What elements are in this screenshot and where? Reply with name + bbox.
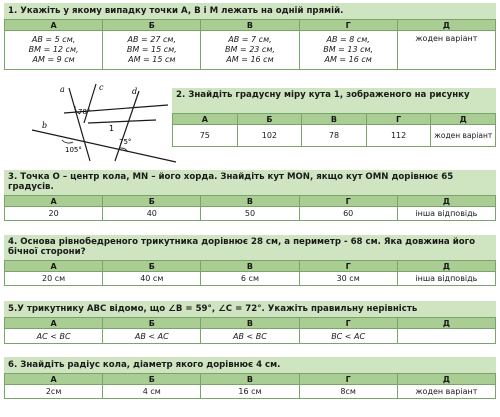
question-5	[4, 301, 496, 344]
q3-option-a[interactable]: 20	[5, 207, 103, 221]
line-c	[84, 84, 96, 123]
q4-option-c[interactable]: 6 см	[201, 272, 299, 286]
q1-option-e[interactable]: жоден варіант	[397, 31, 495, 70]
q2-option-d[interactable]: 112	[366, 125, 431, 147]
q1-option-c[interactable]: AB = 7 см, BM = 23 см, AM = 16 см	[201, 31, 299, 70]
question-4-title: 4. Основа рівнобедреного трикутника дорівнює 28 см, а периметр - 68 см. Яка довжина його бічної сторони?	[4, 235, 496, 260]
q2-header-d: Г	[366, 114, 431, 125]
q5-header-a: А	[5, 318, 103, 329]
label-1: 1	[109, 124, 115, 133]
line-b	[32, 130, 176, 162]
q3-header-e: Д	[397, 196, 495, 207]
q5-header-e: Д	[397, 318, 495, 329]
question-2-title: 2. Знайдіть градусну міру кута 1, зображеного на рисунку	[172, 88, 496, 113]
q2-header-e: Д	[431, 114, 496, 125]
q1-option-b[interactable]: AB = 27 см, BM = 15 см, AM = 15 см	[103, 31, 201, 70]
q4-option-d[interactable]: 30 см	[299, 272, 397, 286]
q4-header-b: Б	[103, 261, 201, 272]
q5-option-b[interactable]: AB < AC	[103, 329, 201, 344]
q1-option-a[interactable]: AB = 5 см, BM = 12 см, AM = 9 см	[5, 31, 103, 70]
question-6-title: 6. Знайдіть радіус кола, діаметр якого дорівнює 4 см.	[4, 357, 496, 373]
question-5-title: 5.У трикутнику ABC відомо, що ∠B = 59°, ∠C = 72°. Укажіть правильну нерівність	[4, 301, 496, 317]
q4-header-d: Г	[299, 261, 397, 272]
q6-option-d[interactable]: 8см	[299, 385, 397, 399]
label-a: a	[60, 85, 65, 94]
q4-header-a: А	[5, 261, 103, 272]
q6-option-e[interactable]: жоден варіант	[397, 385, 495, 399]
label-c: c	[99, 83, 104, 92]
question-3-answer-table	[4, 195, 496, 221]
q4-option-b[interactable]: 40 см	[103, 272, 201, 286]
q2-option-a[interactable]: 75	[173, 125, 238, 147]
q1-header-a: А	[5, 20, 103, 31]
q6-option-c[interactable]: 16 см	[201, 385, 299, 399]
q3-option-c[interactable]: 50	[201, 207, 299, 221]
q4-header-e: Д	[397, 261, 495, 272]
question-3-title: 3. Точка O – центр кола, MN – його хорда. Знайдіть кут MON, якщо кут OMN дорівнює 65 градусів.	[4, 170, 496, 195]
question-1-title: 1. Укажіть у якому випадку точки A, B і M лежать на одній прямій.	[4, 3, 496, 19]
angle-figure-svg	[28, 82, 178, 164]
label-105: 105°	[65, 146, 82, 154]
question-5-answer-table	[4, 317, 496, 344]
q6-header-e: Д	[397, 374, 495, 385]
q3-option-b[interactable]: 40	[103, 207, 201, 221]
question-6-answer-table	[4, 373, 496, 399]
q2-option-b[interactable]: 102	[237, 125, 302, 147]
q6-header-a: А	[5, 374, 103, 385]
q4-option-e[interactable]: інша відповідь	[397, 272, 495, 286]
q2-option-e[interactable]: жоден варіант	[431, 125, 496, 147]
label-b: b	[42, 121, 48, 130]
label-d: d	[132, 87, 138, 96]
q6-option-a[interactable]: 2см	[5, 385, 103, 399]
q5-option-a[interactable]: AC < BC	[5, 329, 103, 344]
q6-header-d: Г	[299, 374, 397, 385]
q1-header-e: Д	[397, 20, 495, 31]
q2-header-b: Б	[237, 114, 302, 125]
q1-header-c: В	[201, 20, 299, 31]
q3-header-c: В	[201, 196, 299, 207]
question-6	[4, 357, 496, 399]
q2-header-a: А	[173, 114, 238, 125]
q2-header-c: В	[302, 114, 367, 125]
q3-header-b: Б	[103, 196, 201, 207]
question-4-answer-table	[4, 260, 496, 286]
angle-figure	[28, 82, 178, 164]
q5-option-c[interactable]: AB < BC	[201, 329, 299, 344]
q2-option-c[interactable]: 78	[302, 125, 367, 147]
label-75: 75°	[119, 138, 132, 146]
q5-option-d[interactable]: BC < AC	[299, 329, 397, 344]
question-2	[172, 88, 496, 147]
q3-option-e[interactable]: інша відповідь	[397, 207, 495, 221]
q5-header-b: Б	[103, 318, 201, 329]
question-1	[4, 3, 496, 70]
question-2-answer-table	[172, 113, 496, 147]
q1-header-b: Б	[103, 20, 201, 31]
q4-header-c: В	[201, 261, 299, 272]
label-78: 78°	[78, 108, 91, 116]
q3-header-a: А	[5, 196, 103, 207]
question-4	[4, 235, 496, 286]
q1-option-d[interactable]: AB = 8 см, BM = 13 см, AM = 16 см	[299, 31, 397, 70]
q5-header-d: Г	[299, 318, 397, 329]
q6-header-b: Б	[103, 374, 201, 385]
question-3	[4, 170, 496, 221]
q5-header-c: В	[201, 318, 299, 329]
q5-option-e[interactable]	[397, 329, 495, 344]
q3-option-d[interactable]: 60	[299, 207, 397, 221]
arc-105	[62, 140, 73, 143]
line-mid	[88, 120, 156, 123]
q6-option-b[interactable]: 4 см	[103, 385, 201, 399]
q4-option-a[interactable]: 20 см	[5, 272, 103, 286]
q3-header-d: Г	[299, 196, 397, 207]
question-1-answer-table	[4, 19, 496, 70]
q1-header-d: Г	[299, 20, 397, 31]
q6-header-c: В	[201, 374, 299, 385]
